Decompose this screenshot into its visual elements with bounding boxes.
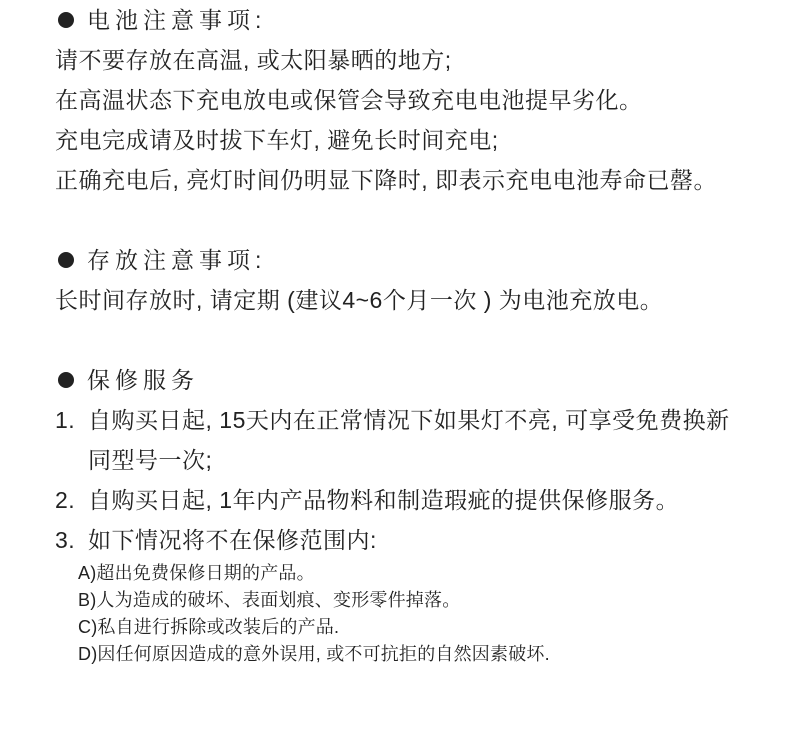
warranty-heading-text: 保修服务: [87, 367, 199, 393]
storage-notes-heading-text: 存放注意事项:: [87, 247, 267, 273]
warranty-exclusion-d: D)因任何原因造成的意外误用, 或不可抗拒的自然因素破坏.: [78, 644, 550, 664]
battery-notes-heading: [55, 0, 770, 40]
warranty-heading: [55, 360, 770, 400]
warranty-item-1-continuation: 同型号一次;: [88, 447, 213, 473]
warranty-item-2: [55, 480, 770, 520]
warranty-section: [55, 360, 770, 668]
battery-note-line-2: 在高温状态下充电放电或保管会导致充电电池提早劣化。: [55, 87, 643, 113]
battery-note-line-3: 充电完成请及时拔下车灯, 避免长时间充电;: [55, 127, 499, 153]
warranty-item-2-marker: 2.: [55, 487, 76, 513]
storage-note-line-1: 长时间存放时, 请定期 (建议4~6个月一次 ) 为电池充放电。: [55, 287, 664, 313]
warranty-exclusion-c: C)私自进行拆除或改装后的产品.: [78, 617, 340, 637]
battery-notes-section: [55, 0, 770, 200]
warranty-item-3: [55, 520, 770, 560]
warranty-exclusions-list: [78, 560, 770, 668]
storage-notes-heading: [55, 240, 770, 280]
warranty-item-2-text: 自购买日起, 1年内产品物料和制造瑕疵的提供保修服务。: [88, 487, 680, 513]
bullet-icon: [58, 252, 74, 268]
warranty-item-3-text: 如下情况将不在保修范围内:: [88, 527, 377, 553]
warranty-exclusion-b: B)人为造成的破坏、表面划痕、变形零件掉落。: [78, 590, 461, 610]
battery-note-line-1: 请不要存放在高温, 或太阳暴晒的地方;: [55, 47, 452, 73]
bullet-icon: [58, 372, 74, 388]
warranty-item-1-marker: 1.: [55, 407, 76, 433]
battery-note-line-4: 正确充电后, 亮灯时间仍明显下降时, 即表示充电电池寿命已罄。: [55, 167, 718, 193]
warranty-item-1-text: 自购买日起, 15天内在正常情况下如果灯不亮, 可享受免费换新: [88, 407, 730, 433]
warranty-exclusion-a: A)超出免费保修日期的产品。: [78, 563, 315, 583]
storage-notes-section: [55, 240, 770, 320]
warranty-item-1: [55, 400, 770, 440]
warranty-item-3-marker: 3.: [55, 527, 76, 553]
bullet-icon: [58, 12, 74, 28]
battery-notes-heading-text: 电池注意事项:: [87, 7, 267, 33]
